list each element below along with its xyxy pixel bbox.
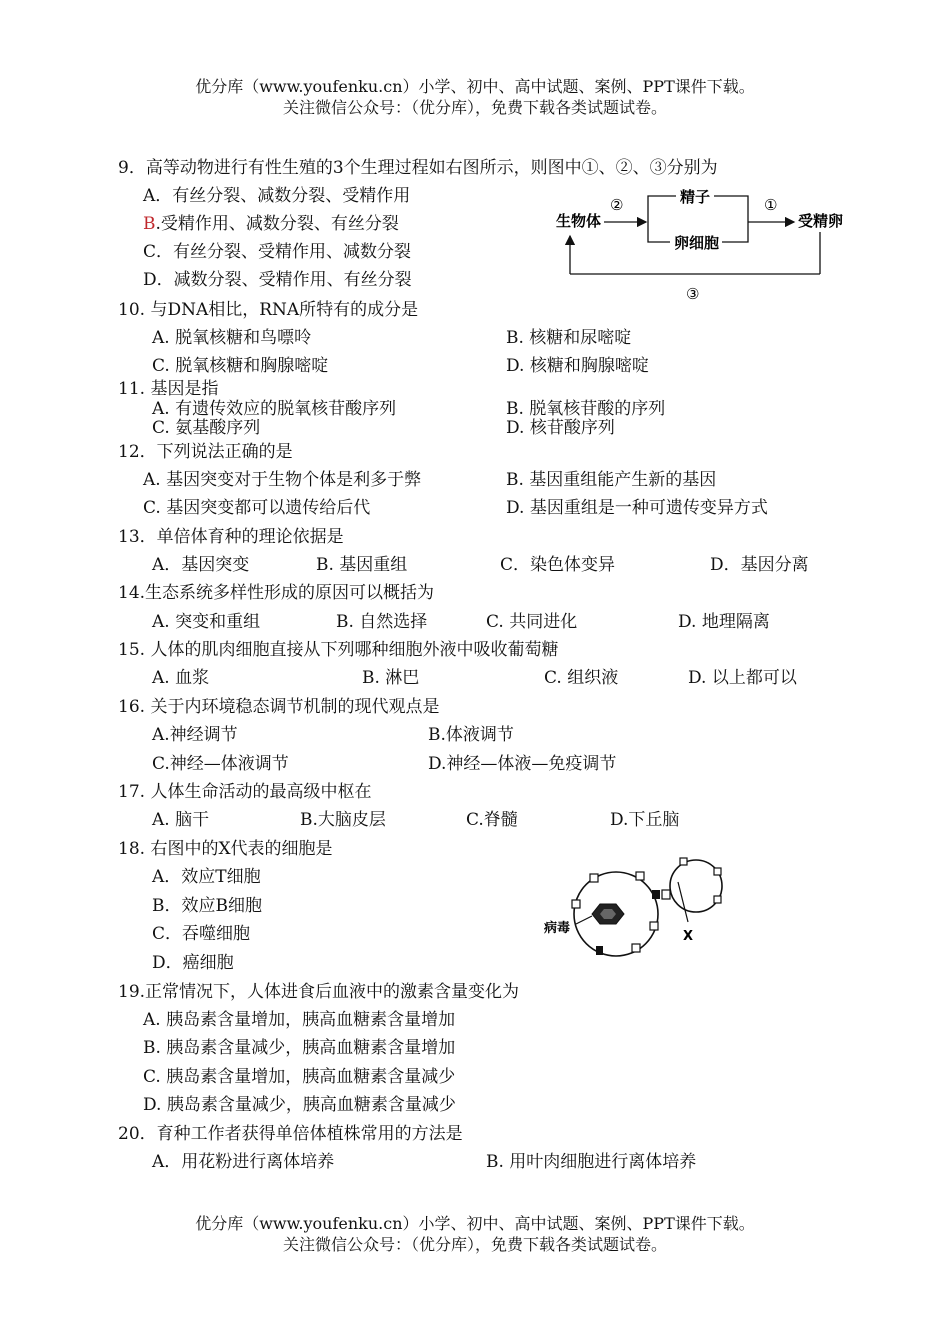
q16-stem: 16. 关于内环境稳态调节机制的现代观点是 — [118, 697, 440, 717]
q14-stem: 14.生态系统多样性形成的原因可以概括为 — [118, 583, 435, 603]
q16-option-c: C.神经—体液调节 — [152, 754, 289, 774]
q19-option-c: C. 胰岛素含量增加，胰高血糖素含量减少 — [143, 1067, 456, 1087]
q10-stem: 10. 与DNA相比，RNA所特有的成分是 — [118, 300, 419, 320]
q19-option-a: A. 胰岛素含量增加，胰高血糖素含量增加 — [143, 1010, 456, 1030]
q15-option-d: D. 以上都可以 — [688, 668, 797, 688]
q15-option-c: C. 组织液 — [544, 668, 619, 688]
footer-line-2: 关注微信公众号：（优分库），免费下载各类试题试卷。 — [282, 1235, 667, 1254]
q13-option-b: B. 基因重组 — [316, 555, 408, 575]
diagram-zygote-label: 受精卵 — [798, 212, 844, 230]
q17-option-d: D.下丘脑 — [610, 810, 680, 830]
q18-option-d: D．癌细胞 — [152, 953, 234, 973]
q17-stem: 17. 人体生命活动的最高级中枢在 — [118, 782, 372, 802]
q17-option-b: B.大脑皮层 — [300, 810, 386, 830]
q17-option-c: C.脊髓 — [466, 810, 518, 830]
immune-cell-diagram — [530, 852, 740, 962]
q14-option-a: A. 突变和重组 — [152, 612, 261, 632]
q9-option-b-text: .受精作用、减数分裂、有丝分裂 — [155, 214, 399, 234]
q10-option-d: D. 核糖和胸腺嘧啶 — [506, 356, 649, 376]
q13-option-a: A．基因突变 — [152, 555, 250, 575]
q12-option-d: D. 基因重组是一种可遗传变异方式 — [506, 498, 768, 518]
q9-option-b — [143, 213, 399, 235]
diagram-egg-label: 卵细胞 — [674, 234, 720, 252]
q15-stem: 15. 人体的肌肉细胞直接从下列哪种细胞外液中吸收葡萄糖 — [118, 640, 559, 660]
q9-option-a: A．有丝分裂、减数分裂、受精作用 — [143, 186, 411, 206]
cell-x-label: X — [683, 929, 694, 944]
diagram-marker-1: ① — [764, 196, 778, 214]
q20-option-a: A．用花粉进行离体培养 — [152, 1152, 335, 1172]
q10-option-b: B. 核糖和尿嘧啶 — [506, 328, 632, 348]
q19-option-d: D. 胰岛素含量减少，胰高血糖素含量减少 — [143, 1095, 456, 1115]
q13-option-d: D．基因分离 — [710, 555, 809, 575]
q18-option-b: B．效应B细胞 — [152, 896, 262, 916]
q16-option-a: A.神经调节 — [152, 725, 238, 745]
header-line-1: 优分库（www.youfenku.cn）小学、初中、高中试题、案例、PPT课件下载。 — [195, 77, 755, 96]
q17-option-a: A. 脑干 — [152, 810, 210, 830]
q11-option-b: B. 脱氧核苷酸的序列 — [506, 399, 666, 419]
q19-option-b: B. 胰岛素含量减少，胰高血糖素含量增加 — [143, 1038, 456, 1058]
q18-option-a: A．效应T细胞 — [152, 867, 261, 887]
diagram-sperm-label: 精子 — [680, 188, 711, 206]
q12-option-c: C. 基因突变都可以遗传给后代 — [143, 498, 371, 518]
q10-option-a: A. 脱氧核糖和鸟嘌呤 — [152, 328, 312, 348]
q12-option-a: A. 基因突变对于生物个体是利多于弊 — [143, 470, 422, 490]
q16-option-d: D.神经—体液—免疫调节 — [428, 754, 617, 774]
q9-stem: 9．高等动物进行有性生殖的3个生理过程如右图所示，则图中①、②、③分别为 — [118, 158, 718, 178]
q14-option-b: B. 自然选择 — [336, 612, 428, 632]
q11-option-d: D. 核苷酸序列 — [506, 418, 615, 438]
q9-option-d: D．减数分裂、受精作用、有丝分裂 — [143, 270, 412, 290]
q12-option-b: B. 基因重组能产生新的基因 — [506, 470, 717, 490]
diagram-organism-label: 生物体 — [556, 212, 602, 230]
q15-option-b: B. 淋巴 — [362, 668, 420, 688]
q11-stem: 11. 基因是指 — [118, 379, 219, 399]
diagram-marker-2: ② — [610, 196, 624, 214]
q20-option-b: B. 用叶肉细胞进行离体培养 — [486, 1152, 697, 1172]
q9-option-c: C．有丝分裂、受精作用、减数分裂 — [143, 242, 412, 262]
footer-line-1: 优分库（www.youfenku.cn）小学、初中、高中试题、案例、PPT课件下载。 — [195, 1214, 755, 1233]
virus-label: 病毒 — [544, 921, 571, 936]
q16-option-b: B.体液调节 — [428, 725, 514, 745]
q14-option-c: C. 共同进化 — [486, 612, 578, 632]
q18-option-c: C．吞噬细胞 — [152, 924, 251, 944]
q11-option-c: C. 氨基酸序列 — [152, 418, 261, 438]
q18-stem: 18. 右图中的X代表的细胞是 — [118, 839, 333, 859]
q11-option-a: A. 有遗传效应的脱氧核苷酸序列 — [152, 399, 397, 419]
header-line-2: 关注微信公众号：（优分库），免费下载各类试题试卷。 — [282, 98, 667, 117]
q13-option-c: C．染色体变异 — [500, 555, 616, 575]
q10-option-c: C. 脱氧核糖和胸腺嘧啶 — [152, 356, 329, 376]
q13-stem: 13．单倍体育种的理论依据是 — [118, 527, 344, 547]
diagram-marker-3: ③ — [686, 285, 700, 303]
q14-option-d: D. 地理隔离 — [678, 612, 770, 632]
q9-option-b-letter: B — [143, 214, 156, 234]
q20-stem: 20．育种工作者获得单倍体植株常用的方法是 — [118, 1124, 463, 1144]
reproduction-diagram — [548, 182, 848, 306]
q15-option-a: A. 血浆 — [152, 668, 210, 688]
q12-stem: 12．下列说法正确的是 — [118, 442, 293, 462]
q19-stem: 19.正常情况下，人体进食后血液中的激素含量变化为 — [118, 982, 520, 1002]
